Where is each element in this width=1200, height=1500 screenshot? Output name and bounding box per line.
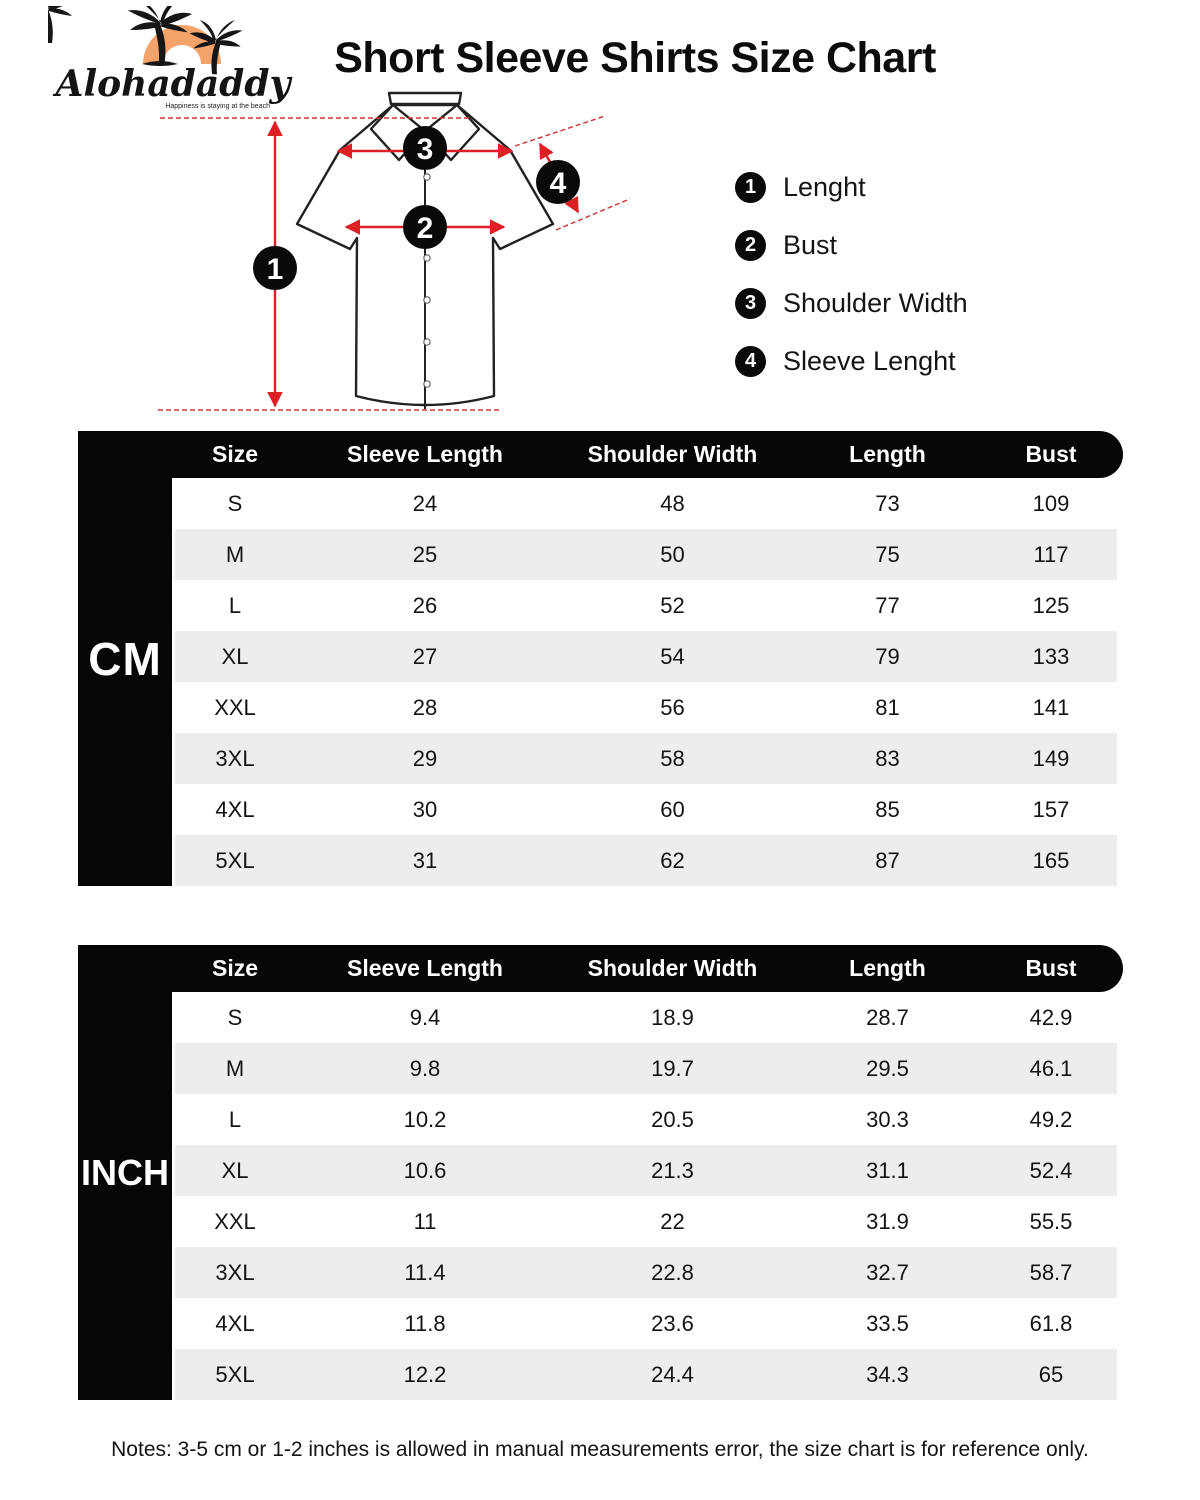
header-cell: Length (849, 441, 926, 467)
table-cell: 60 (660, 796, 685, 822)
table-header-cells (175, 955, 1117, 982)
table-cell: 165 (1032, 847, 1070, 873)
table-cell: 11 (413, 1208, 437, 1234)
page-title: Short Sleeve Shirts Size Chart (334, 34, 936, 82)
header-cell: Sleeve Length (347, 441, 503, 467)
table-cell: 83 (875, 745, 900, 771)
table-cell: 26 (412, 592, 438, 618)
table-cell: 27 (412, 643, 438, 669)
table-header-cells (175, 441, 1117, 468)
table-cell: 52.4 (1029, 1157, 1073, 1183)
table-cell: 22 (660, 1208, 685, 1234)
table-cell: 19.7 (651, 1055, 694, 1081)
unit-label: INCH (81, 1151, 169, 1193)
table-row (175, 1349, 1117, 1400)
table-cell: XL (221, 643, 249, 669)
table-cell: L (228, 592, 242, 618)
table-cell: 23.6 (651, 1310, 694, 1336)
shirt-measurement-diagram (150, 85, 630, 430)
legend-4-badge: 4 (735, 346, 766, 377)
table-header (78, 431, 1123, 478)
table-cell: 73 (875, 490, 900, 516)
table-cell: XXL (214, 1208, 256, 1234)
table-row (175, 1196, 1117, 1247)
table-cell: 12.2 (403, 1361, 447, 1387)
table-row (175, 631, 1117, 682)
legend-1-badge: 1 (735, 172, 766, 203)
table-cell: 5XL (215, 847, 255, 873)
table-cell: S (227, 1004, 243, 1030)
legend-3-badge: 3 (735, 288, 766, 319)
table-cell: 34.3 (866, 1361, 909, 1387)
table-row (175, 1094, 1117, 1145)
table-row (175, 1247, 1117, 1298)
table-row (175, 835, 1117, 886)
table-cell: 56 (660, 694, 685, 720)
table-row (175, 580, 1117, 631)
table-cell: 22.8 (651, 1259, 694, 1285)
legend-item (735, 230, 968, 261)
table-row (175, 478, 1117, 529)
table-cell: 109 (1032, 490, 1070, 516)
table-cell: 18.9 (651, 1004, 694, 1030)
table-cell: 33.5 (866, 1310, 909, 1336)
table-cell: 75 (875, 541, 900, 567)
legend-item (735, 172, 968, 203)
table-cell: 25 (412, 541, 438, 567)
table-cell: 58 (660, 745, 685, 771)
header-cell: Bust (1025, 955, 1077, 981)
measure-2-badge: 2 (416, 212, 434, 245)
size-table-cm (78, 431, 1123, 886)
table-cell: 58.7 (1029, 1259, 1073, 1285)
table-cell: 28 (412, 694, 438, 720)
table-cell: 29 (412, 745, 438, 771)
table-cell: 29.5 (866, 1055, 909, 1081)
table-rows (175, 992, 1117, 1400)
brand-tagline: Happiness is staying at the beach (165, 103, 270, 110)
table-cell: 61.8 (1029, 1310, 1073, 1336)
table-cell: 77 (875, 592, 900, 618)
table-row (175, 784, 1117, 835)
table-cell: 55.5 (1029, 1208, 1073, 1234)
header-cell: Sleeve Length (347, 955, 503, 981)
table-row (175, 682, 1117, 733)
table-cell: 28.7 (866, 1004, 909, 1030)
measure-4-badge: 4 (549, 167, 567, 200)
table-cell: 30 (412, 796, 438, 822)
table-cell: 149 (1032, 745, 1070, 771)
table-cell: M (225, 541, 245, 567)
legend-item (735, 346, 968, 377)
table-cell: 20.5 (651, 1106, 694, 1132)
table-cell: 81 (875, 694, 900, 720)
table-cell: 50 (660, 541, 685, 567)
measurement-legend (735, 172, 968, 404)
unit-band (78, 945, 172, 1400)
table-cell: M (225, 1055, 245, 1081)
legend-2-label: Bust (783, 230, 838, 260)
table-row (175, 992, 1117, 1043)
legend-3-label: Shoulder Width (783, 288, 968, 318)
table-cell: 3XL (215, 745, 255, 771)
table-cell: XL (221, 1157, 249, 1183)
size-table-inch (78, 945, 1123, 1400)
table-cell: 9.4 (409, 1004, 441, 1030)
table-cell: 5XL (215, 1361, 255, 1387)
table-cell: 11.8 (404, 1310, 446, 1336)
table-cell: 117 (1033, 541, 1069, 567)
table-cell: 31.9 (866, 1208, 909, 1234)
legend-4-label: Sleeve Lenght (783, 346, 956, 376)
legend-1-label: Lenght (783, 172, 866, 202)
header-cell: Shoulder Width (587, 955, 758, 981)
header-cell: Size (211, 955, 259, 981)
table-cell: L (228, 1106, 242, 1132)
table-cell: 85 (875, 796, 900, 822)
table-cell: 79 (875, 643, 900, 669)
unit-band (78, 431, 172, 886)
table-cell: 125 (1032, 592, 1070, 618)
table-row (175, 1043, 1117, 1094)
measure-3-badge: 3 (416, 133, 434, 166)
table-row (175, 1145, 1117, 1196)
table-cell: 11.4 (404, 1259, 446, 1285)
table-cell: 30.3 (866, 1106, 909, 1132)
header-cell: Length (849, 955, 926, 981)
legend-2-badge: 2 (735, 230, 766, 261)
table-cell: 9.8 (409, 1055, 441, 1081)
table-cell: 21.3 (651, 1157, 694, 1183)
table-row (175, 733, 1117, 784)
table-cell: 31 (412, 847, 438, 873)
table-cell: 3XL (215, 1259, 255, 1285)
table-cell: XXL (214, 694, 256, 720)
table-cell: 10.6 (403, 1157, 447, 1183)
table-cell: 133 (1032, 643, 1070, 669)
table-cell: 46.1 (1029, 1055, 1073, 1081)
brand-name: Alohadaddy (55, 63, 291, 105)
table-cell: 48 (660, 490, 685, 516)
table-row (175, 1298, 1117, 1349)
table-cell: 42.9 (1029, 1004, 1073, 1030)
table-row (175, 529, 1117, 580)
header-cell: Shoulder Width (587, 441, 758, 467)
palm-tree-icon (48, 6, 76, 43)
table-cell: 54 (660, 643, 685, 669)
header-cell: Size (211, 441, 259, 467)
table-cell: 32.7 (866, 1259, 909, 1285)
measure-1-badge: 1 (266, 253, 284, 286)
table-cell: 141 (1032, 694, 1070, 720)
table-cell: 49.2 (1029, 1106, 1073, 1132)
table-header (78, 945, 1123, 992)
header-cell: Bust (1025, 441, 1077, 467)
table-cell: 4XL (215, 1310, 255, 1336)
table-cell: 52 (660, 592, 685, 618)
legend-item (735, 288, 968, 319)
table-cell: 24.4 (651, 1361, 694, 1387)
table-cell: 87 (875, 847, 900, 873)
table-cell: 10.2 (403, 1106, 447, 1132)
table-cell: 4XL (215, 796, 255, 822)
table-cell: S (227, 490, 243, 516)
table-cell: 62 (660, 847, 685, 873)
table-cell: 31.1 (866, 1157, 909, 1183)
table-cell: 65 (1038, 1361, 1064, 1387)
unit-label: CM (88, 632, 162, 685)
table-rows (175, 478, 1117, 886)
notes-text: Notes: 3-5 cm or 1-2 inches is allowed in manual measurements error, the size chart is for reference only. (111, 1438, 1089, 1461)
table-cell: 157 (1032, 796, 1070, 822)
table-cell: 24 (412, 490, 438, 516)
